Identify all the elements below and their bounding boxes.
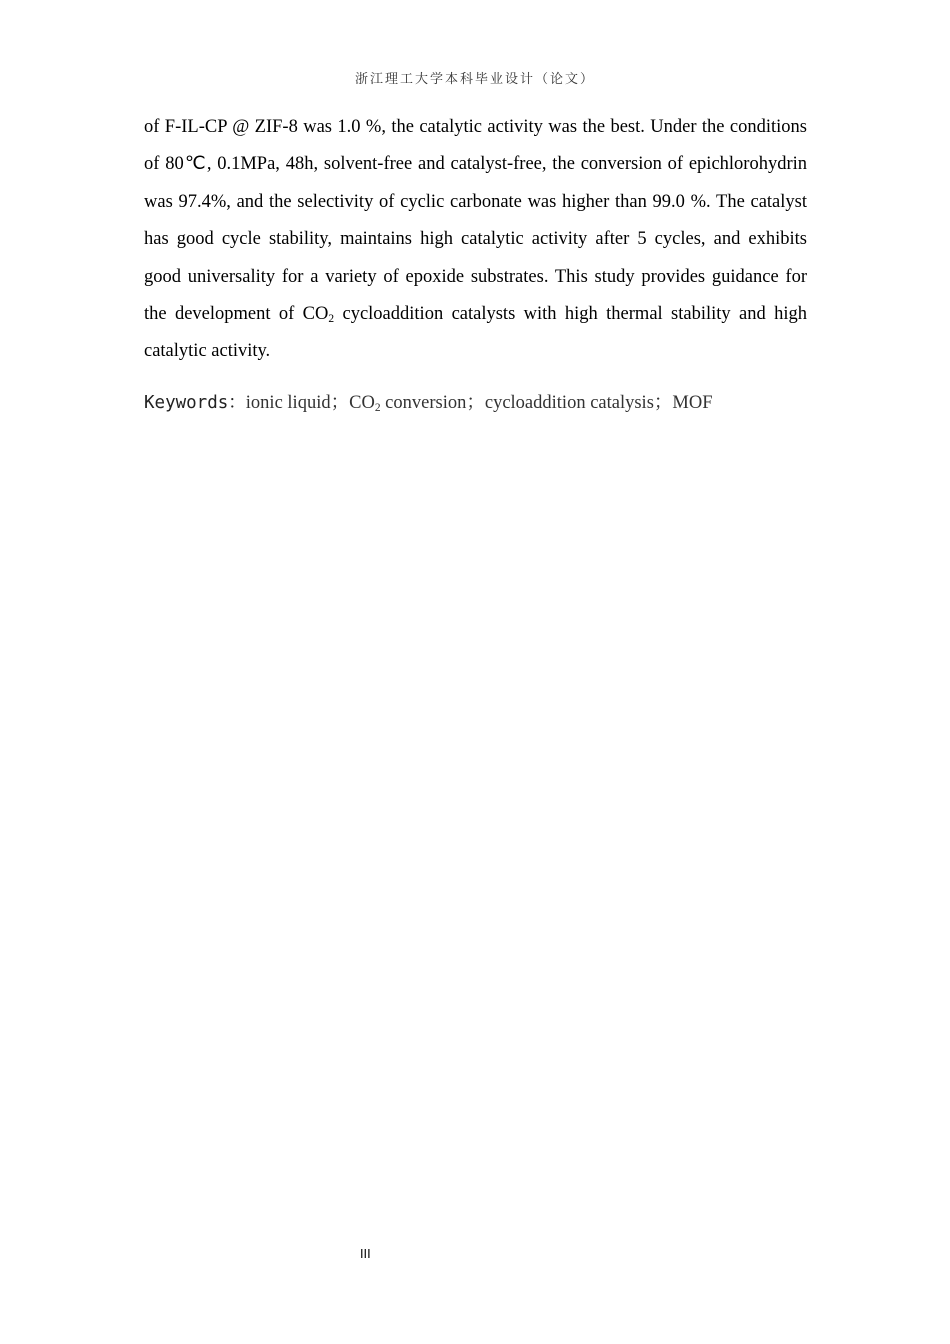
abstract-paragraph xyxy=(144,109,807,371)
abstract-text-part-2: , 0.1MPa, 48h, solvent-free and catalyst-free, the conversion of epichlorohydrin was 97.4%, and the selectivity of cyclic carbonate was higher than 99.0 %. The catalyst has good cycle stability, maintains high catalytic activity after 5 cycles, and exhibits good universality for a variety of epoxide substrates. This study provides guidance for the development of CO xyxy=(144,154,808,325)
running-header: 浙江理工大学本科毕业设计（论文） xyxy=(354,72,595,87)
abstract-text-part-1: of F-IL-CP @ ZIF-8 was 1.0 %, the catalytic activity was the best. Under the conditions of 80 xyxy=(144,117,807,175)
keyword-co2-conversion xyxy=(349,393,466,413)
keyword-mof: MOF xyxy=(672,393,713,413)
degree-celsius-unit: ℃ xyxy=(183,154,207,175)
keyword-cycloaddition-catalysis: cycloaddition catalysis xyxy=(484,393,654,413)
keyword-separator: ； xyxy=(653,393,673,413)
keyword-co2-prefix: CO xyxy=(349,393,375,413)
keyword-co2-subscript: 2 xyxy=(374,401,381,414)
keywords-label: Keywords： xyxy=(144,393,246,413)
abstract-text-part-3: cycloaddition catalysts with high thermal stability and high catalytic activity. xyxy=(144,304,808,362)
keyword-ionic-liquid: ionic liquid xyxy=(245,393,331,413)
keyword-separator: ； xyxy=(330,393,350,413)
keyword-separator: ； xyxy=(466,393,485,413)
keywords-line xyxy=(144,389,844,417)
co2-subscript: 2 xyxy=(328,312,335,325)
keyword-co2-suffix: conversion xyxy=(380,393,467,413)
keywords-list xyxy=(246,393,713,413)
page-number: III xyxy=(360,1247,371,1261)
